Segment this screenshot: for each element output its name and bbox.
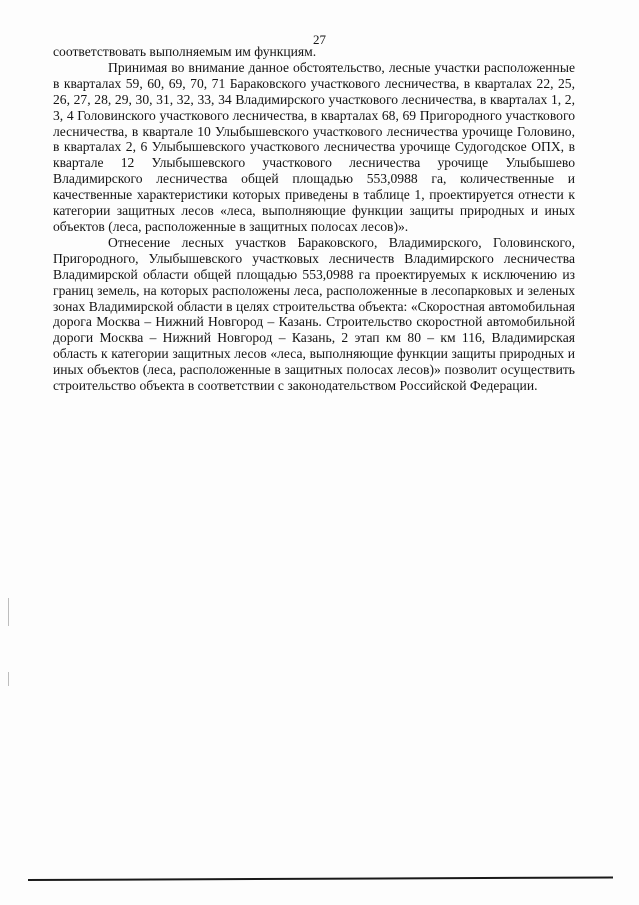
paragraph-continuation: соответствовать выполняемым им функциям.	[53, 44, 317, 59]
scan-margin-mark	[8, 598, 9, 626]
scan-margin-mark	[8, 672, 9, 686]
bottom-rule	[28, 876, 613, 881]
paragraph-forest-plots: Принимая во внимание данное обстоятельство, лесные участки расположенные в кварталах 59, 60, 69, 70, 71 Бараковского участкового лесничества, в кварталах 22, 25, 26, 27, 28, 29, 30, 31, 32, 33, 34 Владимирского участкового лесничества, в кварталах 1, 2, 3, 4 Головинского участкового лесничества, в кварталах 68, 69 Пригородного участкового лесничества, в квартале 10 Улыбышевского участкового лесничества урочище Головино, в кварталах 2, 6 Улыбышевского участкового лесничества урочище Судогодское ОПХ, в квартале 12 Улыбышевского участкового лесничества урочище Улыбышево Владимирского лесничества общей площадью 553,0988 га, количественные и качественные характеристики которых приведены в таблице 1, проектируется отнести к категории защитных лесов «леса, выполняющие функции защиты природных и иных объектов (леса, расположенные в защитных полосах лесов)».	[53, 59, 575, 234]
page-number: 27	[313, 32, 326, 47]
paragraph-reclassification: Отнесение лесных участков Бараковского, Владимирского, Головинского, Пригородного, Улыбышевского участковых лесничеств Владимирского лесничества Владимирской области общей площадью 553,0988 га проектируемых к исключению из границ земель, на которых расположены леса, расположенные в лесопарковых и зеленых зонах Владимирской области в целях строительства объекта: «Скоростная автомобильная дорога Москва – Нижний Новгород – Казань. Строительство скоростной автомобильной дороги Москва – Нижний Новгород – Казань, 2 этап км 80 – км 116, Владимирская область к категории защитных лесов «леса, выполняющие функции защиты природных и иных объектов (леса, расположенные в защитных полосах лесов)» позволит осуществить строительство объекта в соответствии с законодательством Российской Федерации.	[53, 234, 575, 394]
body-text	[53, 44, 575, 394]
